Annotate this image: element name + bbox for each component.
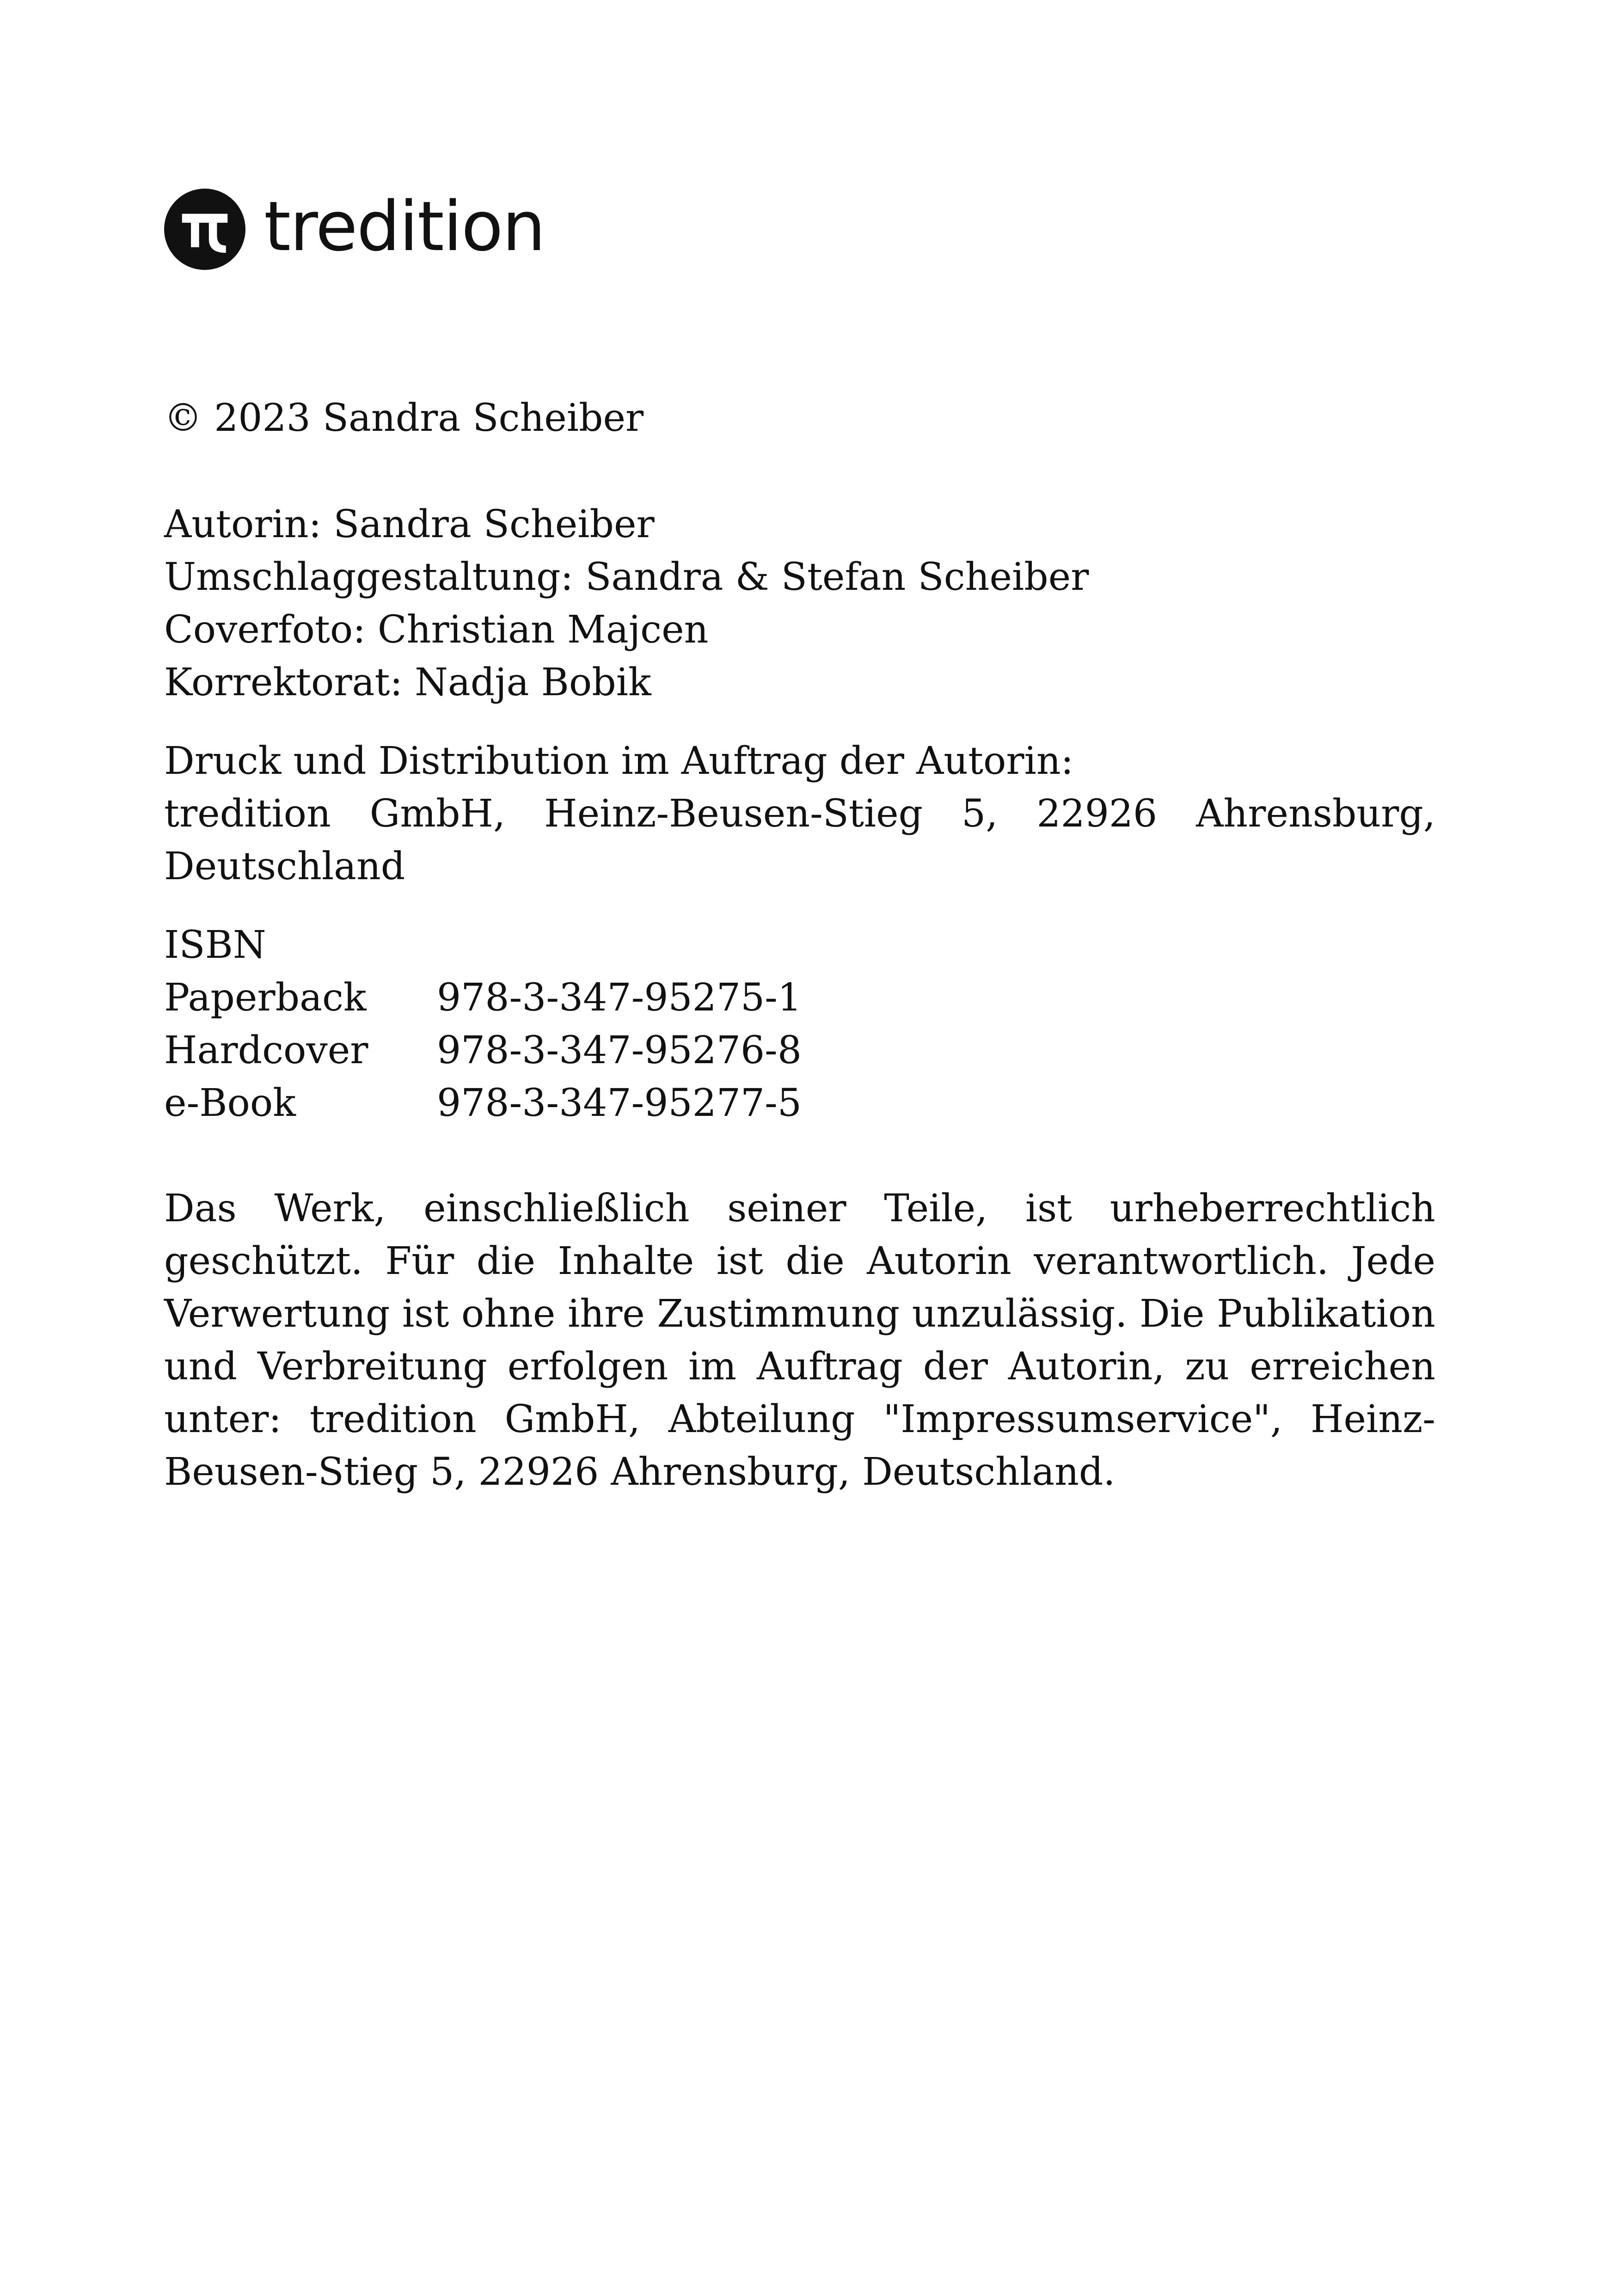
distribution-country: Deutschland xyxy=(164,845,405,888)
credit-cover-photo: Coverfoto: Christian Majcen xyxy=(164,608,709,652)
credits-block xyxy=(164,498,1435,709)
address-word: GmbH, xyxy=(369,792,506,836)
tredition-logo-icon xyxy=(164,189,245,270)
copyright-line: © 2023 Sandra Scheiber xyxy=(164,396,644,440)
address-word: Ahrensburg, xyxy=(1196,792,1435,836)
isbn-format: Hardcover xyxy=(164,1029,368,1072)
address-word: 5, xyxy=(962,792,998,836)
publisher-name: tredition xyxy=(264,187,545,266)
isbn-format: e-Book xyxy=(164,1081,296,1125)
distribution-block xyxy=(164,735,1435,893)
distribution-heading: Druck und Distribution im Auftrag der Autorin: xyxy=(164,739,1074,783)
address-word: Heinz-Beusen-Stieg xyxy=(544,792,923,836)
isbn-number: 978-3-347-95275-1 xyxy=(437,976,802,1020)
publisher-logo xyxy=(164,189,545,270)
address-word: tredition xyxy=(164,792,331,836)
isbn-row-ebook xyxy=(164,1077,1435,1130)
legal-notice: Das Werk, einschließlich seiner Teile, ist urheberrechtlich geschützt. Für die Inhalte ist die Autorin verantwortlich. Jede Verwertung ist ohne ihre Zustimmung unzulässig. Die Publikation und Verbreitung erfolgen im Auftrag der Autorin, zu erreichen unter: tredition GmbH, Abteilung "Impressumservice", Heinz-Beusen-Stieg 5, 22926 Ahrensburg, Deutschland. xyxy=(164,1187,1435,1494)
distribution-address xyxy=(164,788,1435,840)
credit-cover-design: Umschlaggestaltung: Sandra & Stefan Scheiber xyxy=(164,555,1089,599)
credit-author: Autorin: Sandra Scheiber xyxy=(164,502,655,546)
isbn-number: 978-3-347-95276-8 xyxy=(437,1029,802,1072)
isbn-block xyxy=(164,919,1435,1130)
isbn-row-paperback xyxy=(164,972,1435,1024)
address-word: 22926 xyxy=(1036,792,1158,836)
isbn-format: Paperback xyxy=(164,976,367,1020)
isbn-row-hardcover xyxy=(164,1024,1435,1077)
credit-proofreading: Korrektorat: Nadja Bobik xyxy=(164,661,651,704)
isbn-heading: ISBN xyxy=(164,923,266,967)
imprint-content xyxy=(164,392,1435,1499)
isbn-number: 978-3-347-95277-5 xyxy=(437,1081,802,1125)
